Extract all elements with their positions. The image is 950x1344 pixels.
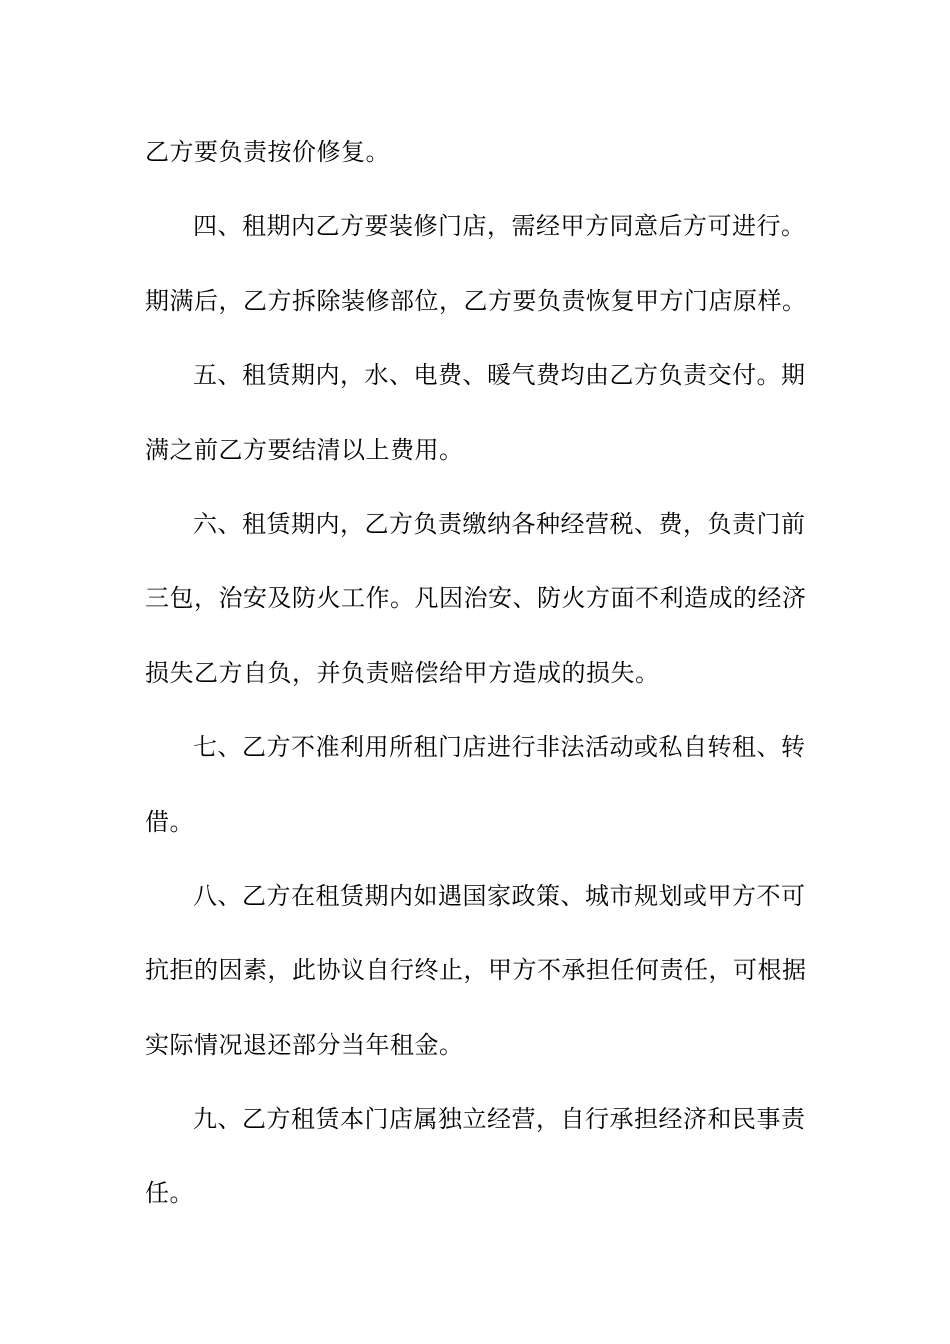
clause-seven-line: 七、乙方不准利用所租门店进行非法活动或私自转租、转 bbox=[193, 733, 806, 762]
text-line: 满之前乙方要结清以上费用。 bbox=[145, 435, 464, 464]
text-line: 期满后，乙方拆除装修部位，乙方要负责恢复甲方门店原样。 bbox=[145, 286, 807, 315]
text-line: 三包，治安及防火工作。凡因治安、防火方面不利造成的经济 bbox=[145, 584, 807, 613]
text-line: 借。 bbox=[145, 807, 194, 836]
clause-four-line: 四、租期内乙方要装修门店，需经甲方同意后方可进行。 bbox=[193, 212, 806, 241]
text-line: 任。 bbox=[145, 1179, 194, 1208]
contract-text bbox=[145, 128, 805, 1244]
clause-five-line: 五、租赁期内，水、电费、暖气费均由乙方负责交付。期 bbox=[193, 361, 806, 390]
text-line: 实际情况退还部分当年租金。 bbox=[145, 1030, 464, 1059]
text-line: 抗拒的因素，此协议自行终止，甲方不承担任何责任，可根据 bbox=[145, 956, 807, 985]
clause-nine-line: 九、乙方租赁本门店属独立经营，自行承担经济和民事责 bbox=[193, 1105, 806, 1134]
clause-eight-line: 八、乙方在租赁期内如遇国家政策、城市规划或甲方不可 bbox=[193, 881, 806, 910]
text-line: 乙方要负责按价修复。 bbox=[145, 138, 390, 166]
clause-six-line: 六、租赁期内，乙方负责缴纳各种经营税、费，负责门前 bbox=[193, 509, 806, 538]
text-line: 损失乙方自负，并负责赔偿给甲方造成的损失。 bbox=[145, 658, 660, 687]
